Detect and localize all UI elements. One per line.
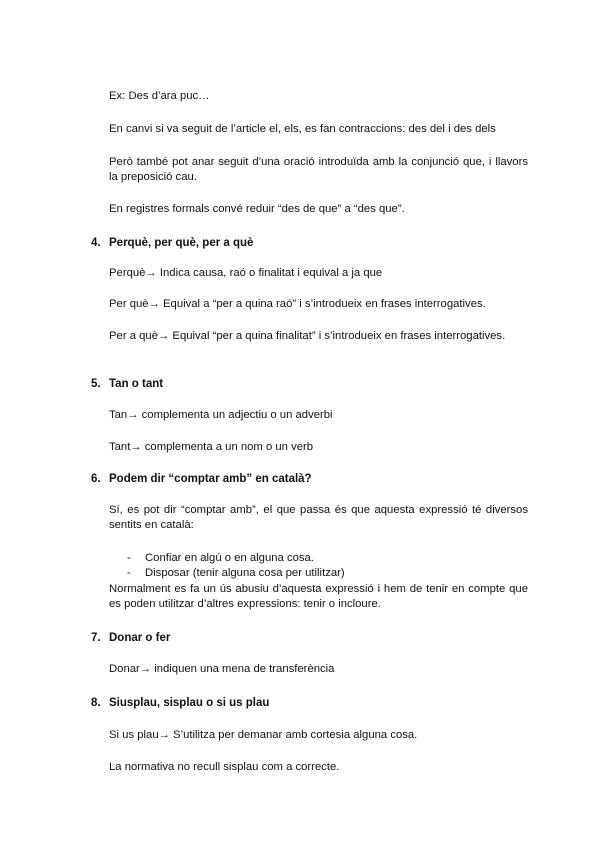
- section-title: Donar o fer: [109, 632, 171, 644]
- section-heading-6: [91, 472, 312, 487]
- section-title: Tan o tant: [109, 378, 164, 390]
- paragraph-contractions: En canvi si va seguit de l’article el, els, es fan contraccions: des del i des dels: [109, 123, 496, 135]
- section-number: 4.: [91, 237, 101, 249]
- section-number: 6.: [91, 473, 101, 485]
- section-title: Perquè, per què, per a què: [109, 237, 254, 249]
- section-heading-7: [91, 631, 170, 646]
- section-title: Siusplau, sisplau o si us plau: [109, 697, 270, 709]
- paragraph-per-que: Per què→ Equival a “per a quina raó” i s’introdueix en frases interrogatives.: [109, 298, 486, 310]
- section-heading-8: [91, 696, 269, 711]
- section-heading-5: [91, 377, 163, 392]
- section-number: 7.: [91, 632, 101, 644]
- list-marker: -: [127, 552, 131, 564]
- list-item-text: Disposar (tenir alguna cosa per utilitzar): [145, 567, 345, 579]
- paragraph-perque: Perquè→ Indica causa, raó o finalitat i equival a ja que: [109, 267, 383, 279]
- paragraph-comptar-amb: Sí, es pot dir “comptar amb”, el que passa és que aquesta expressió té diversos sentits en català:: [109, 504, 528, 531]
- paragraph-tant: Tant→ complementa a un nom o un verb: [109, 441, 314, 453]
- section-title: Podem dir “comptar amb” en català?: [109, 473, 312, 485]
- paragraph-normativa: La normativa no recull sisplau com a correcte.: [109, 761, 340, 773]
- paragraph-formal-registers: En registres formals convé reduir “des de que” a “des que”.: [109, 203, 405, 215]
- example-line: Ex: Des d’ara puc…: [109, 90, 210, 102]
- list-marker: -: [127, 567, 131, 579]
- paragraph-per-a-que: Per a què→ Equival “per a quina finalitat” i s’introdueix en frases interrogatives.: [109, 330, 506, 342]
- section-number: 5.: [91, 378, 101, 390]
- paragraph-abusive-use: Normalment es fa un ús abusiu d’aquesta expressió i hem de tenir en compte que es poden utilitzar d’altres expressions: tenir o incloure.: [109, 583, 528, 610]
- section-number: 8.: [91, 697, 101, 709]
- section-heading-4: [91, 236, 253, 251]
- paragraph-si-us-plau: Si us plau→ S’utilitza per demanar amb cortesia alguna cosa.: [109, 729, 418, 741]
- paragraph-donar: Donar→ indiquen una mena de transferència: [109, 663, 335, 675]
- paragraph-tan: Tan→ complementa un adjectiu o un adverbi: [109, 409, 333, 421]
- list-item-text: Confiar en algú o en alguna cosa.: [145, 552, 314, 564]
- paragraph-que-clause: Però també pot anar seguit d’una oració introduïda amb la conjunció que, i llavors la preposició cau.: [109, 156, 528, 183]
